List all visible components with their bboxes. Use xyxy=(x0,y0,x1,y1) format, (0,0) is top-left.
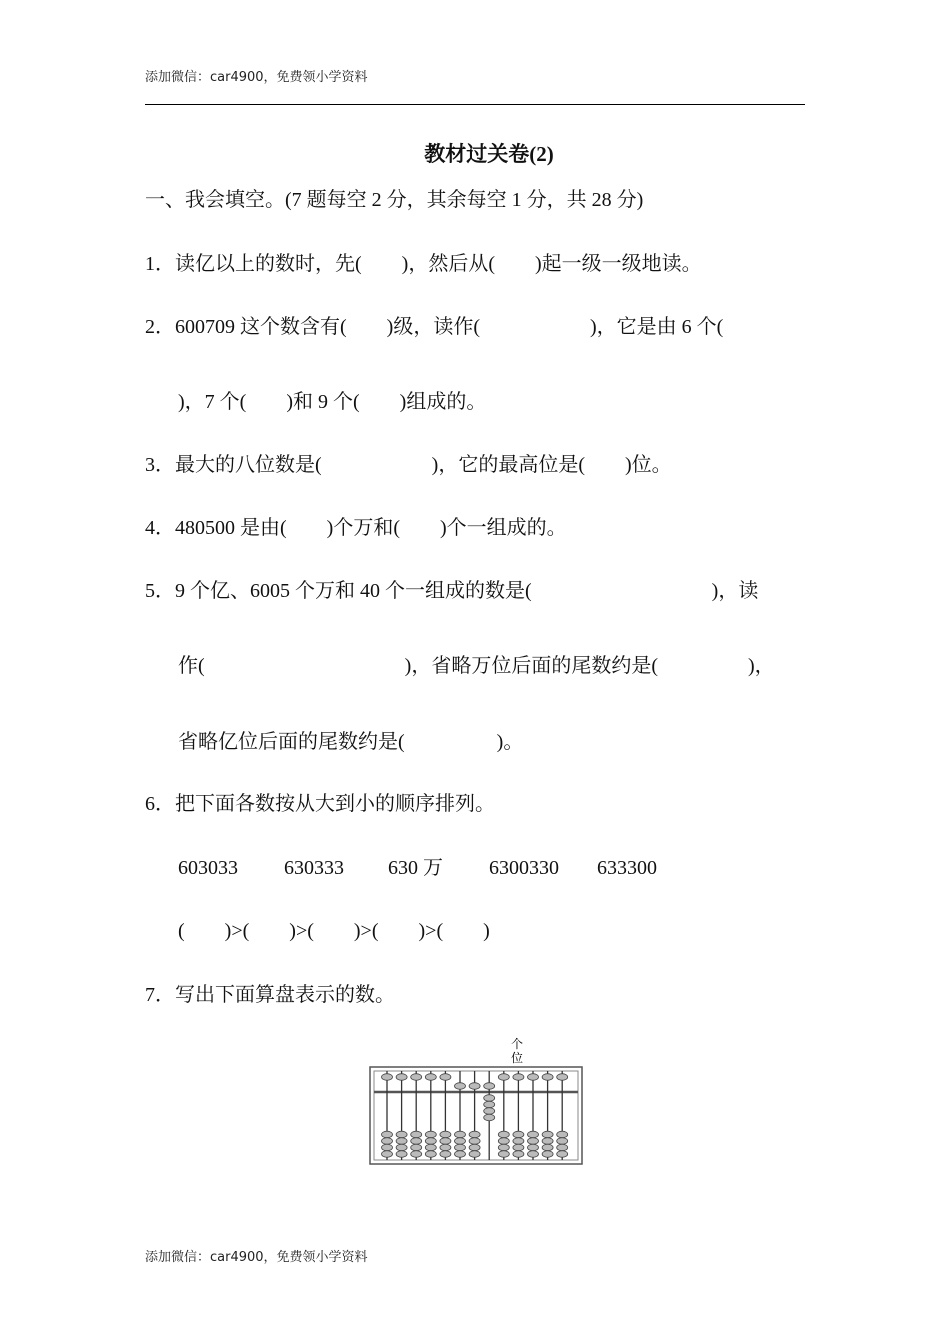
abacus-lower-bead xyxy=(484,1101,495,1108)
abacus-lower-bead xyxy=(440,1138,451,1145)
q7-number: 7． xyxy=(145,984,175,1006)
abacus-label-wei: 位 xyxy=(510,1051,524,1065)
abacus-lower-bead xyxy=(498,1144,509,1151)
abacus-frame xyxy=(370,1067,582,1164)
abacus-lower-bead xyxy=(425,1138,436,1145)
abacus-lower-bead xyxy=(396,1138,407,1145)
number-item: 630333 xyxy=(284,857,344,879)
abacus-upper-bead xyxy=(513,1074,524,1081)
question-6: 6．把下面各数按从大到小的顺序排列。 xyxy=(145,793,495,815)
abacus-lower-bead xyxy=(382,1138,393,1145)
abacus-lower-bead xyxy=(411,1144,422,1151)
abacus-lower-bead xyxy=(396,1144,407,1151)
abacus-lower-bead xyxy=(528,1151,539,1158)
abacus-lower-bead xyxy=(498,1151,509,1158)
abacus-lower-bead xyxy=(455,1131,466,1138)
abacus-lower-bead xyxy=(528,1138,539,1145)
abacus-lower-bead xyxy=(498,1131,509,1138)
abacus-lower-bead xyxy=(440,1144,451,1151)
abacus-lower-bead xyxy=(411,1151,422,1158)
abacus-upper-bead xyxy=(542,1074,553,1081)
question-7: 7．写出下面算盘表示的数。 xyxy=(145,984,395,1006)
abacus-lower-bead xyxy=(557,1151,568,1158)
question-2-line-2: )，7 个( )和 9 个( )组成的。 xyxy=(178,391,487,413)
abacus-lower-bead xyxy=(469,1151,480,1158)
q4-number: 4． xyxy=(145,517,175,539)
number-item: 603033 xyxy=(178,857,238,879)
q5-number: 5． xyxy=(145,580,175,602)
abacus-lower-bead xyxy=(455,1151,466,1158)
q6-number: 6． xyxy=(145,793,175,815)
abacus-lower-bead xyxy=(542,1151,553,1158)
abacus-lower-bead xyxy=(542,1138,553,1145)
abacus-upper-bead xyxy=(484,1083,495,1090)
abacus-upper-bead xyxy=(440,1074,451,1081)
abacus-lower-bead xyxy=(425,1151,436,1158)
abacus-lower-bead xyxy=(513,1151,524,1158)
abacus-lower-bead xyxy=(528,1131,539,1138)
abacus-lower-bead xyxy=(425,1144,436,1151)
abacus-upper-bead xyxy=(469,1083,480,1090)
abacus-upper-bead xyxy=(396,1074,407,1081)
abacus-lower-bead xyxy=(484,1095,495,1102)
abacus-lower-bead xyxy=(469,1131,480,1138)
abacus-lower-bead xyxy=(396,1151,407,1158)
page-title: 教材过关卷(2) xyxy=(424,142,554,166)
abacus-lower-bead xyxy=(382,1144,393,1151)
abacus-label-ge: 个 xyxy=(510,1037,524,1051)
page-footer: 添加微信：car4900，免费领小学资料 xyxy=(145,1250,368,1265)
abacus-upper-bead xyxy=(528,1074,539,1081)
abacus-lower-bead xyxy=(469,1138,480,1145)
number-item: 630 万 xyxy=(388,857,443,879)
abacus-lower-bead xyxy=(513,1131,524,1138)
abacus-upper-bead xyxy=(411,1074,422,1081)
question-4: 4．480500 是由( )个万和( )个一组成的。 xyxy=(145,517,567,539)
page-header: 添加微信：car4900，免费领小学资料 xyxy=(145,70,368,85)
abacus-lower-bead xyxy=(484,1108,495,1115)
abacus-lower-bead xyxy=(542,1144,553,1151)
abacus-upper-bead xyxy=(455,1083,466,1090)
abacus-upper-bead xyxy=(382,1074,393,1081)
abacus-upper-bead xyxy=(425,1074,436,1081)
abacus-lower-bead xyxy=(484,1114,495,1121)
abacus-upper-bead xyxy=(498,1074,509,1081)
abacus-lower-bead xyxy=(557,1138,568,1145)
abacus-lower-bead xyxy=(542,1131,553,1138)
question-2-line-1: 2．600709 这个数含有( )级，读作( )，它是由 6 个( xyxy=(145,316,724,338)
question-5-line-3: 省略亿位后面的尾数约是( )。 xyxy=(178,731,524,753)
abacus-lower-bead xyxy=(557,1144,568,1151)
abacus-lower-bead xyxy=(528,1144,539,1151)
abacus-lower-bead xyxy=(382,1131,393,1138)
q2-number: 2． xyxy=(145,316,175,338)
abacus-lower-bead xyxy=(557,1131,568,1138)
q1-number: 1． xyxy=(145,253,175,275)
question-5-line-2: 作( )，省略万位后面的尾数约是( )， xyxy=(178,655,775,677)
number-item: 633300 xyxy=(597,857,657,879)
abacus-lower-bead xyxy=(513,1144,524,1151)
abacus-upper-bead xyxy=(557,1074,568,1081)
abacus-lower-bead xyxy=(440,1131,451,1138)
question-5-line-1: 5．9 个亿、6005 个万和 40 个一组成的数是( )，读 xyxy=(145,580,759,602)
section-heading: 一、我会填空。(7 题每空 2 分，其余每空 1 分，共 28 分) xyxy=(145,189,644,211)
number-item: 6300330 xyxy=(489,857,559,879)
abacus-lower-bead xyxy=(455,1144,466,1151)
abacus-lower-bead xyxy=(513,1138,524,1145)
question-1: 1．读亿以上的数时，先( )，然后从( )起一级一级地读。 xyxy=(145,253,702,275)
abacus-lower-bead xyxy=(425,1131,436,1138)
abacus-lower-bead xyxy=(411,1138,422,1145)
abacus-lower-bead xyxy=(440,1151,451,1158)
abacus-lower-bead xyxy=(396,1131,407,1138)
order-blanks: ( )>( )>( )>( )>( ) xyxy=(178,920,490,942)
abacus-lower-bead xyxy=(498,1138,509,1145)
abacus-lower-bead xyxy=(469,1144,480,1151)
question-3: 3．最大的八位数是( )，它的最高位是( )位。 xyxy=(145,454,672,476)
q3-number: 3． xyxy=(145,454,175,476)
abacus-lower-bead xyxy=(411,1131,422,1138)
abacus-lower-bead xyxy=(382,1151,393,1158)
abacus-lower-bead xyxy=(455,1138,466,1145)
